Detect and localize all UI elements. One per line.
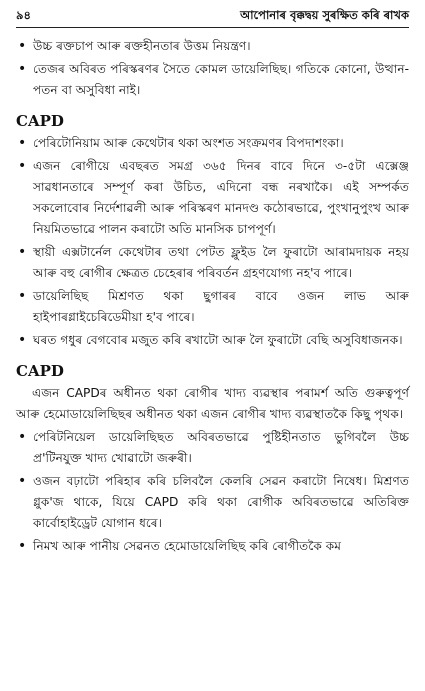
header-divider [16,27,409,28]
list-item: • পেৰিটোনিয়াম আৰু কেথেটাৰ থকা অংশত সংক্ৰমণৰ বিপদাশংকা। [16,133,409,154]
section2-paragraph: এজন CAPDৰ অধীনত থকা ৰোগীৰ খাদ্য ব্যৱস্থাৰ পৰামৰ্শ অতি গুৰুত্বপূৰ্ণ আৰু হেমোডায়েলিছিছৰ অধীনত থকা এজন ৰোগীৰ খাদ্য ব্যৱস্থাতকৈ কিছু পৃথক। [16,386,409,421]
page-number: ৯৪ [16,8,31,22]
bullet-icon: • [18,429,27,445]
bullet-icon: • [18,473,27,489]
list-item: • এজন ৰোগীয়ে এবছৰত সমগ্ৰ ৩৬৫ দিনৰ বাবে দিনে ৩-৫টা এক্সেঞ্জ সাৱধানতাৰে সম্পূৰ্ণ কৰা উচিত, এদিনো বন্ধ নৰখাকৈ। এই সম্পৰ্কত সকলোবোৰ নিৰ্দেশাৱলী আৰু পৰিস্কৰণ মানদণ্ড কঠোৰভাৱে, পুংখানুপুংখ আৰু নিয়মিতভাৱে পালন কৰাটো অতি মানসিক চাপপূৰ্ণ। [18,158,409,236]
running-title: আপোনাৰ বৃক্কদ্বয় সুৰক্ষিত কৰি ৰাখক [240,8,409,22]
list-item: • ঘৰত গধুৰ বেগবোৰ মজুত কৰি ৰখাটো আৰু লৈ ফুৰাটো বেছি অসুবিধাজনক। [16,330,409,351]
intro-bullet-list [16,36,409,101]
section2-bullet-list [16,427,409,557]
section-heading: CAPD [16,112,64,130]
list-item: • নিমখ আৰু পানীয় সেৱনত হেমোডায়েলিছিছ কৰি ৰোগীতকৈ কম [16,536,409,557]
list-item: • স্থায়ী এক্সটাৰ্নেল কেথেটাৰ তথা পেটত ফ্লুইড লৈ ফুৰাটো আৰামদায়ক নহয় আৰু বহু ৰোগীৰ ক্ষেত্ৰত চেহেৰাৰ পৰিবৰ্তন গ্ৰহণযোগ্য নহ'ব পাৰে। [18,244,409,280]
bullet-icon: • [18,288,27,304]
list-item: • ওজন বঢ়াটো পৰিহাৰ কৰি চলিবলৈ কেলৰি সেৱন কৰাটো নিষেধ। মিশ্ৰণত গ্লুক'জ থাকে, যিয়ে CAPD কৰি থকা ৰোগীক অবিৰতভাৱে অতিৰিক্ত কাৰ্বোহাইড্ৰেট যোগান ধৰে। [18,473,409,530]
bullet-icon: • [18,38,27,54]
list-item: • ডায়েলিছিছ মিশ্ৰণত থকা ছুগাৰৰ বাবে ওজন লাভ আৰু হাইপাৰগ্লাইচেৰিডেমীয়া হ'ব পাৰে। [18,288,409,324]
bullet-icon: • [18,61,27,77]
bullet-icon: • [18,244,27,260]
bullet-icon: • [18,538,27,554]
list-item: • তেজৰ অবিৰত পৰিস্কৰণৰ সৈতে কোমল ডায়েলিছিছ। গতিকে কোনো, উত্থান-পতন বা অসুবিধা নাই। [18,61,409,97]
bullet-icon: • [18,135,27,151]
page-header [16,6,409,24]
section-heading: CAPD [16,362,64,380]
list-item: • পেৰিটনিয়েল ডায়েলিছিছত অবিৰতভাৱে পুষ্টিহীনতাত ভুগিবলৈ উচ্চ প্ৰ'টিনযুক্ত খাদ্য খোৱাটো জৰুৰী। [18,429,409,465]
bullet-icon: • [18,332,27,348]
section1-bullet-list [16,133,409,351]
list-item: • উচ্চ ৰক্তচাপ আৰু ৰক্তহীনতাৰ উত্তম নিয়ন্ত্ৰণ। [16,36,409,57]
bullet-icon: • [18,158,27,174]
